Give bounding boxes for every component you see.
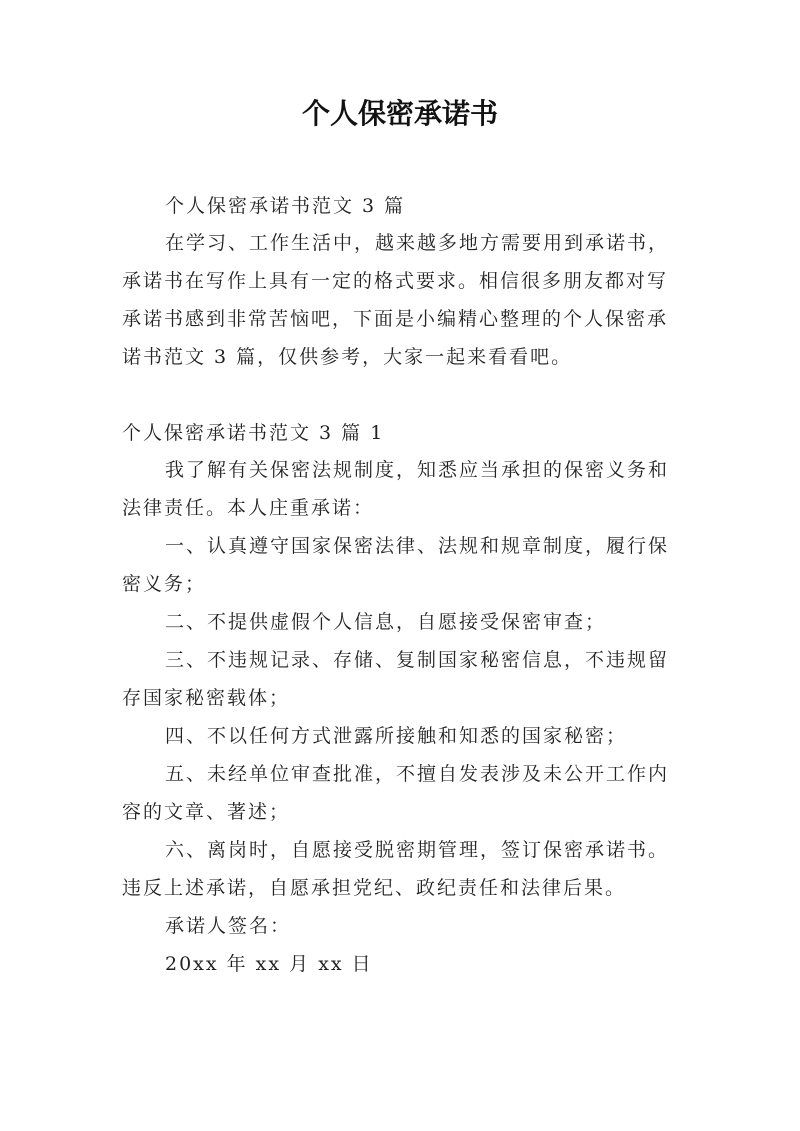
body-line: 五、未经单位审查批准，不擅自发表涉及未公开工作内: [165, 763, 670, 785]
body-line: 容的文章、著述；: [122, 801, 291, 823]
body-line: 密义务；: [122, 573, 207, 595]
signature-label: 承诺人签名：: [165, 915, 292, 937]
intro-heading: 个人保密承诺书范文 3 篇: [165, 195, 406, 217]
body-line: 三、不违规记录、存储、复制国家秘密信息，不违规留: [165, 649, 670, 671]
body-line: 违反上述承诺，自愿承担党纪、政纪责任和法律后果。: [122, 877, 627, 899]
body-line: 一、认真遵守国家保密法律、法规和规章制度，履行保: [165, 535, 670, 557]
intro-line: 在学习、工作生活中，越来越多地方需要用到承诺书，: [165, 232, 670, 254]
intro-line: 承诺书在写作上具有一定的格式要求。相信很多朋友都对写: [122, 270, 669, 292]
date-line: 20xx 年 xx 月 xx 日: [165, 953, 373, 975]
document-title: 个人保密承诺书: [301, 97, 498, 130]
body-line: 六、离岗时，自愿接受脱密期管理，签订保密承诺书。: [165, 839, 670, 861]
body-line: 存国家秘密载体；: [122, 687, 291, 709]
intro-line: 诺书范文 3 篇，仅供参考，大家一起来看看吧。: [122, 346, 573, 368]
body-line: 四、不以任何方式泄露所接触和知悉的国家秘密；: [165, 725, 628, 747]
body-line: 二、不提供虚假个人信息，自愿接受保密审查；: [165, 611, 607, 633]
body-line: 我了解有关保密法规制度，知悉应当承担的保密义务和: [165, 459, 670, 481]
intro-line: 承诺书感到非常苦恼吧，下面是小编精心整理的个人保密承: [122, 308, 669, 330]
body-line: 法律责任。本人庄重承诺：: [122, 497, 375, 519]
section-heading: 个人保密承诺书范文 3 篇 1: [122, 422, 385, 444]
